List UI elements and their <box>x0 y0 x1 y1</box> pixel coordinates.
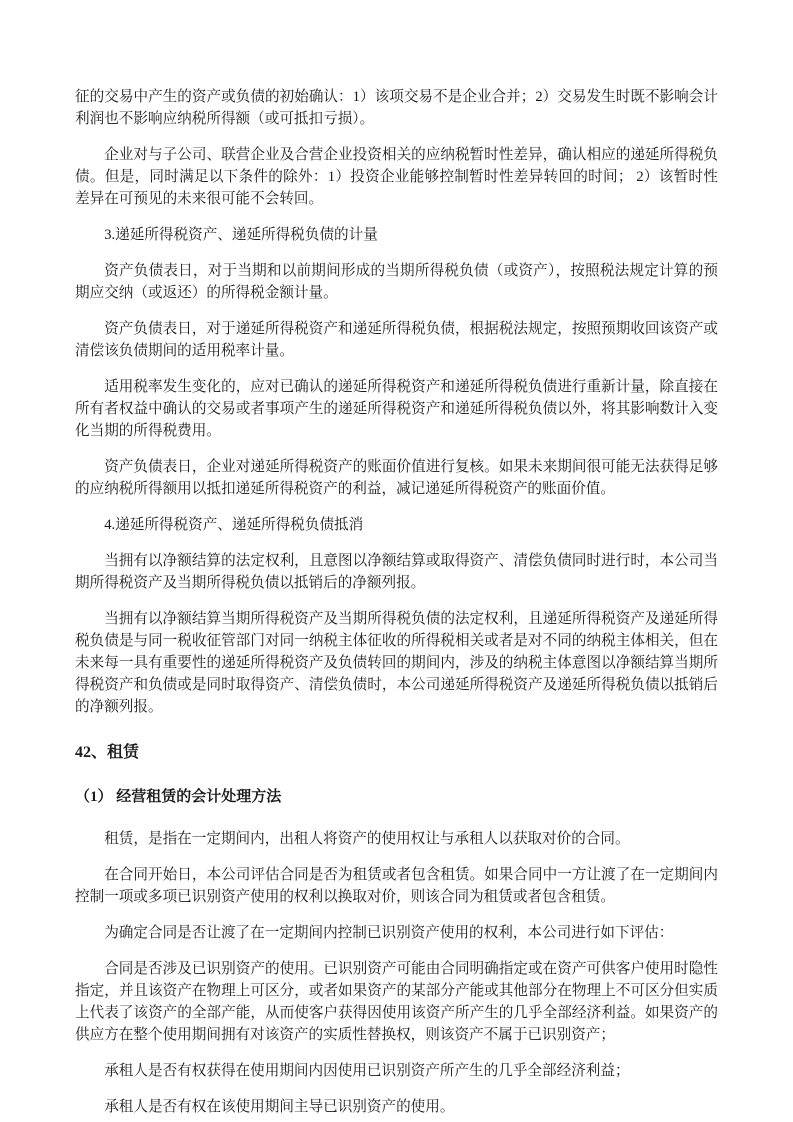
numbered-subheading: 3.递延所得税资产、递延所得税负债的计量 <box>104 227 378 243</box>
paragraph: 当拥有以净额结算的法定权利，且意图以净额结算或取得资产、清偿负债同时进行时，本公司当期所得税资产及当期所得税负债以抵销后的净额列报。 <box>75 553 718 591</box>
subsection-heading-operating-lease: （1） 经营租赁的会计处理方法 <box>75 789 282 805</box>
paragraph: 承租人是否有权在该使用期间主导已识别资产的使用。 <box>104 1099 455 1115</box>
numbered-subheading: 4.递延所得税资产、递延所得税负债抵消 <box>104 517 364 533</box>
section-heading-lease: 42、租赁 <box>75 744 140 761</box>
paragraph-continuation: 征的交易中产生的资产或负债的初始确认：1）该项交易不是企业合并；2）交易发生时既不影响会计利润也不影响应纳税所得额（或可抵扣亏损）。 <box>75 89 718 127</box>
paragraph: 为确定合同是否让渡了在一定期间内控制已识别资产使用的权利，本公司进行如下评估： <box>104 925 674 941</box>
paragraph: 租赁，是指在一定期间内，出租人将资产的使用权让与承租人以获取对价的合同。 <box>104 831 630 847</box>
paragraph: 当拥有以净额结算当期所得税资产及当期所得税负债的法定权利，且递延所得税资产及递延所得税负债是与同一税收征管部门对同一纳税主体征收的所得税相关或者是对不同的纳税主体相关，但在未来每一具有重要性的递延所得税资产及负债转回的期间内，涉及的纳税主体意图以净额结算当期所得税资产和负债或是同时取得资产、清偿负债时，本公司递延所得税资产及递延所得税负债以抵销后的净额列报。 <box>75 611 718 715</box>
paragraph: 资产负债表日，对于当期和以前期间形成的当期所得税负债（或资产），按照税法规定计算的预期应交纳（或返还）的所得税金额计量。 <box>75 263 718 301</box>
paragraph: 适用税率发生变化的，应对已确认的递延所得税资产和递延所得税负债进行重新计量，除直接在所有者权益中确认的交易或者事项产生的递延所得税资产和递延所得税负债以外，将其影响数计入变化当期的所得税费用。 <box>75 379 718 439</box>
paragraph: 资产负债表日，对于递延所得税资产和递延所得税负债，根据税法规定，按照预期收回该资产或清偿该负债期间的适用税率计量。 <box>75 321 718 359</box>
paragraph: 合同是否涉及已识别资产的使用。已识别资产可能由合同明确指定或在资产可供客户使用时隐性指定，并且该资产在物理上可区分，或者如果资产的某部分产能或其他部分在物理上不可区分但实质上代表了该资产的全部产能，从而使客户获得因使用该资产所产生的几乎全部经济利益。如果资产的供应方在整个使用期间拥有对该资产的实质性替换权，则该资产不属于已识别资产； <box>75 961 718 1043</box>
paragraph: 承租人是否有权获得在使用期间内因使用已识别资产所产生的几乎全部经济利益； <box>104 1063 630 1079</box>
paragraph: 企业对与子公司、联营企业及合营企业投资相关的应纳税暂时性差异，确认相应的递延所得税负债。但是，同时满足以下条件的除外：1）投资企业能够控制暂时性差异转回的时间； 2）该暂时性差异在可预见的未来很可能不会转回。 <box>75 147 718 207</box>
paragraph: 资产负债表日，企业对递延所得税资产的账面价值进行复核。如果未来期间很可能无法获得足够的应纳税所得额用以抵扣递延所得税资产的利益，减记递延所得税资产的账面价值。 <box>75 459 718 497</box>
paragraph: 在合同开始日，本公司评估合同是否为租赁或者包含租赁。如果合同中一方让渡了在一定期间内控制一项或多项已识别资产使用的权利以换取对价，则该合同为租赁或者包含租赁。 <box>75 867 718 905</box>
